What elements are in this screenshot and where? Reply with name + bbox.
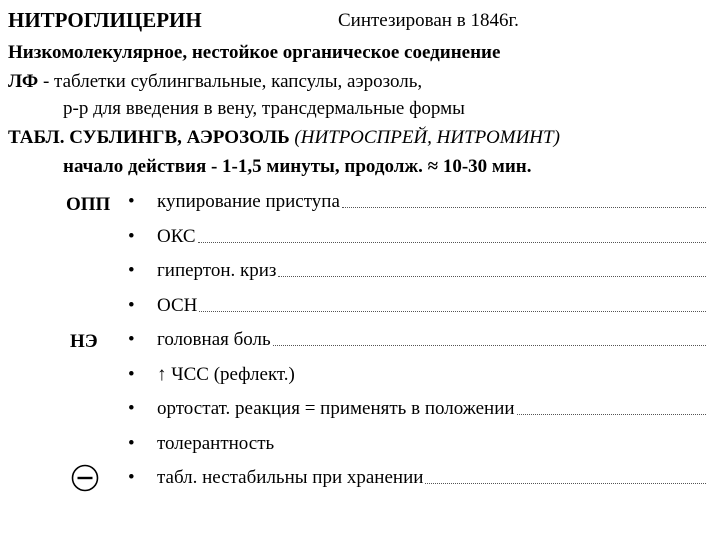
page-title: НИТРОГЛИЦЕРИН [8,8,202,32]
side-effects-label: НЭ [70,331,98,352]
sublingual-line [8,126,560,150]
dotted-leader [425,482,706,484]
onset-duration: начало действия - 1-1,5 минуты, продолж. ≈ 10-30 мин. [63,156,532,177]
bullet-mark: • [128,363,135,385]
list-item [128,397,708,432]
list-item-text: ОСН [157,294,198,316]
dosage-forms-label: ЛФ [8,71,39,92]
dotted-leader [342,206,706,208]
bullet-mark: • [128,467,135,488]
bullet-list [128,190,708,501]
list-item [128,363,708,398]
brand-names: (НИТРОСПРЕЙ, НИТРОМИНТ) [294,127,560,148]
sublingual-label: ТАБЛ. СУБЛИНГВ, АЭРОЗОЛЬ [8,127,290,148]
description: Низкомолекулярное, нестойкое органическое соединение [8,42,501,63]
dotted-leader [198,241,706,243]
indications-label: ОПП [66,194,111,215]
list-item-text: головная боль [157,329,271,350]
list-item [128,432,708,467]
list-item-text: толерантность [157,432,275,454]
bullet-mark: • [128,398,135,419]
list-item [128,294,708,329]
dosage-forms-continuation: р-р для введения в вену, трансдермальные формы [63,98,465,119]
list-item [128,225,708,260]
list-item [128,259,708,294]
bullet-mark: • [128,260,135,281]
bullet-mark: • [128,294,135,316]
dosage-forms-line [8,70,422,94]
bullet-mark: • [128,191,135,212]
dotted-leader [199,310,706,312]
list-item [128,190,708,225]
list-item-text: ОКС [157,225,196,247]
bullet-mark: • [128,432,135,454]
circle-minus-icon [71,464,99,492]
dotted-leader [273,344,706,346]
list-item-text: ↑ ЧСС (рефлект.) [157,363,295,385]
synthesis-date: Синтезирован в 1846г. [338,10,519,31]
bullet-mark: • [128,329,135,350]
list-item-text: гипертон. криз [157,260,277,281]
dosage-forms-text: - таблетки сублингвальные, капсулы, аэрозоль, [38,71,423,92]
list-item-text: табл. нестабильны при хранении [157,467,424,488]
dotted-leader [278,275,706,277]
bullet-mark: • [128,225,135,247]
list-item-text: ортостат. реакция = применять в положении [157,398,515,419]
list-item [128,466,708,501]
list-item [128,328,708,363]
header-line [8,8,519,34]
list-item-text: купирование приступа [157,191,340,212]
dotted-leader [517,413,706,415]
